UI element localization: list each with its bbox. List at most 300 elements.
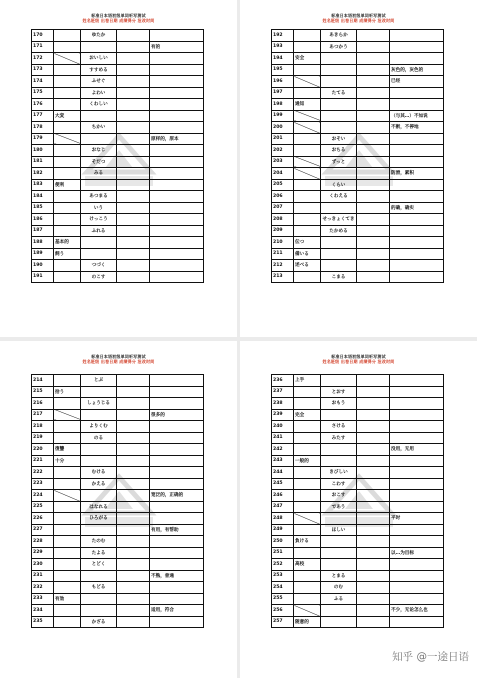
kanji-cell: 上手	[294, 375, 321, 387]
item-number-cell: 231	[32, 570, 54, 582]
kana-cell	[321, 547, 357, 559]
kana-cell: しょうじる	[81, 398, 117, 410]
kana-cell: せっきょくてき	[321, 214, 357, 226]
item-number-cell: 252	[272, 559, 294, 571]
kanji-cell: 述べる	[294, 260, 321, 272]
vocab-row	[32, 386, 204, 398]
meaning-cell	[390, 99, 444, 111]
kanji-cell	[294, 467, 321, 479]
meaning-cell	[150, 547, 204, 559]
item-number-cell: 195	[272, 64, 294, 76]
item-number-cell: 201	[272, 133, 294, 145]
kana-cell	[321, 375, 357, 387]
vocab-row	[32, 110, 204, 122]
item-number-cell: 176	[32, 99, 54, 111]
kana-cell	[81, 593, 117, 605]
item-number-cell: 185	[32, 202, 54, 214]
zhihu-watermark: 知乎 @一途日语	[392, 651, 469, 663]
vocab-row	[32, 248, 204, 260]
vocab-row	[32, 99, 204, 111]
kanji-cell	[54, 168, 81, 180]
kana-cell	[321, 248, 357, 260]
item-number-cell: 253	[272, 570, 294, 582]
meaning-cell	[150, 99, 204, 111]
item-number-cell: 244	[272, 467, 294, 479]
kana-cell: あきらか	[321, 30, 357, 42]
vocab-table	[271, 374, 444, 628]
meaning-cell	[390, 421, 444, 433]
vocab-row	[272, 41, 444, 53]
blank-answer-cell	[117, 536, 150, 548]
meaning-cell	[150, 191, 204, 203]
vocab-row	[32, 168, 204, 180]
item-number-cell: 254	[272, 582, 294, 594]
kana-cell: ゆたか	[81, 30, 117, 42]
vocab-row	[272, 214, 444, 226]
vocab-row	[32, 547, 204, 559]
vocab-row	[32, 582, 204, 594]
meaning-cell	[150, 214, 204, 226]
blank-answer-cell	[357, 605, 390, 617]
vocab-row	[272, 386, 444, 398]
kana-cell: さける	[321, 421, 357, 433]
vocab-row	[32, 467, 204, 479]
kanji-cell: 随意的	[294, 616, 321, 628]
meaning-cell	[390, 536, 444, 548]
meaning-cell	[150, 513, 204, 525]
item-number-cell: 183	[32, 179, 54, 191]
item-number-cell: 232	[32, 582, 54, 594]
vocab-row	[272, 375, 444, 387]
vocab-row	[32, 30, 204, 42]
kana-cell: かえる	[81, 478, 117, 490]
kanji-cell	[294, 398, 321, 410]
kana-cell	[81, 444, 117, 456]
vocab-row	[32, 605, 204, 617]
kana-cell: たのむ	[81, 536, 117, 548]
kana-cell	[321, 53, 357, 65]
item-number-cell: 172	[32, 53, 54, 65]
blank-answer-cell	[117, 87, 150, 99]
meaning-cell	[150, 179, 204, 191]
kanji-cell	[54, 490, 81, 502]
worksheet-page-1	[0, 0, 237, 337]
blank-answer-cell	[357, 444, 390, 456]
blank-answer-cell	[357, 547, 390, 559]
kanji-cell	[54, 398, 81, 410]
item-number-cell: 250	[272, 536, 294, 548]
kanji-cell	[54, 202, 81, 214]
kanji-cell	[54, 53, 81, 65]
meaning-cell	[390, 524, 444, 536]
meaning-cell	[390, 179, 444, 191]
meaning-cell	[390, 225, 444, 237]
vocab-table	[31, 29, 204, 283]
vocab-row	[32, 76, 204, 88]
blank-answer-cell	[117, 513, 150, 525]
kana-cell: ほしい	[321, 524, 357, 536]
item-number-cell: 206	[272, 191, 294, 203]
item-number-cell: 180	[32, 145, 54, 157]
kanji-cell	[294, 76, 321, 88]
sheet-header	[240, 354, 477, 364]
item-number-cell: 229	[32, 547, 54, 559]
item-number-cell: 239	[272, 409, 294, 421]
sheet-title: 标准日本语初级单词听写测试	[91, 13, 146, 18]
kana-cell: くらい	[321, 179, 357, 191]
blank-answer-cell	[117, 145, 150, 157]
blank-answer-cell	[357, 513, 390, 525]
meaning-cell	[390, 145, 444, 157]
blank-answer-cell	[357, 271, 390, 283]
kanji-cell	[294, 547, 321, 559]
sheet-subtitle: 姓名班级 出卷日期 成绩得分 批改时间	[82, 18, 155, 23]
kana-cell: もどる	[81, 582, 117, 594]
kana-cell: とどく	[81, 559, 117, 571]
kanji-cell: 安全	[294, 53, 321, 65]
blank-answer-cell	[117, 202, 150, 214]
kana-cell	[81, 570, 117, 582]
kana-cell: ひろがる	[81, 513, 117, 525]
item-number-cell: 249	[272, 524, 294, 536]
meaning-cell	[390, 375, 444, 387]
item-number-cell: 192	[272, 30, 294, 42]
blank-answer-cell	[117, 421, 150, 433]
item-number-cell: 199	[272, 110, 294, 122]
blank-answer-cell	[357, 386, 390, 398]
meaning-cell	[390, 490, 444, 502]
blank-answer-cell	[117, 409, 150, 421]
meaning-cell: 适用，符合	[150, 605, 204, 617]
blank-answer-cell	[357, 248, 390, 260]
blank-answer-cell	[117, 616, 150, 628]
vocab-row	[32, 409, 204, 421]
blank-answer-cell	[117, 53, 150, 65]
kana-cell	[321, 122, 357, 134]
item-number-cell: 216	[32, 398, 54, 410]
kana-cell: よわい	[81, 87, 117, 99]
kanji-cell: 通知	[294, 99, 321, 111]
kanji-cell	[54, 547, 81, 559]
vocab-row	[272, 478, 444, 490]
kanji-cell	[294, 271, 321, 283]
meaning-cell	[150, 76, 204, 88]
blank-answer-cell	[117, 593, 150, 605]
kanji-cell	[54, 145, 81, 157]
kana-cell	[81, 524, 117, 536]
blank-answer-cell	[357, 53, 390, 65]
vocab-row	[272, 237, 444, 249]
vocab-row	[272, 490, 444, 502]
blank-answer-cell	[117, 156, 150, 168]
vocab-row	[272, 444, 444, 456]
blank-answer-cell	[357, 145, 390, 157]
kanji-cell: 拾う	[54, 386, 81, 398]
vocab-row	[272, 547, 444, 559]
kana-cell: こわす	[321, 478, 357, 490]
meaning-cell: 已经	[390, 76, 444, 88]
kanji-cell	[294, 145, 321, 157]
blank-answer-cell	[357, 64, 390, 76]
meaning-cell: 平时	[390, 513, 444, 525]
meaning-cell: 不断，不停地	[390, 122, 444, 134]
item-number-cell: 190	[32, 260, 54, 272]
kanji-cell	[294, 179, 321, 191]
kana-cell: とぶ	[81, 375, 117, 387]
vocab-row	[32, 501, 204, 513]
kana-cell: ふせぐ	[81, 76, 117, 88]
blank-answer-cell	[117, 524, 150, 536]
vocab-row	[272, 76, 444, 88]
kana-cell: あつかう	[321, 41, 357, 53]
blank-answer-cell	[357, 478, 390, 490]
kanji-cell	[54, 616, 81, 628]
meaning-cell	[390, 398, 444, 410]
vocab-row	[272, 122, 444, 134]
kanji-cell	[54, 421, 81, 433]
worksheet-page-4	[240, 341, 477, 678]
meaning-cell: 有的	[150, 41, 204, 53]
blank-answer-cell	[117, 260, 150, 272]
blank-answer-cell	[117, 375, 150, 387]
kanji-cell	[294, 421, 321, 433]
kana-cell: おそい	[321, 133, 357, 145]
vocab-row	[32, 478, 204, 490]
meaning-cell: 不少，无论怎么也	[390, 605, 444, 617]
kana-cell: むける	[81, 467, 117, 479]
item-number-cell: 236	[272, 375, 294, 387]
blank-answer-cell	[357, 570, 390, 582]
meaning-cell	[390, 30, 444, 42]
kana-cell: よりくむ	[81, 421, 117, 433]
kana-cell	[321, 444, 357, 456]
blank-answer-cell	[357, 191, 390, 203]
item-number-cell: 235	[32, 616, 54, 628]
kana-cell: あつまる	[81, 191, 117, 203]
blank-answer-cell	[357, 593, 390, 605]
kanji-cell	[54, 570, 81, 582]
blank-answer-cell	[117, 444, 150, 456]
vocab-row	[272, 30, 444, 42]
blank-answer-cell	[117, 41, 150, 53]
item-number-cell: 226	[32, 513, 54, 525]
vocab-row	[32, 455, 204, 467]
vocab-row	[272, 559, 444, 571]
meaning-cell	[390, 432, 444, 444]
blank-answer-cell	[117, 478, 150, 490]
kanji-cell	[294, 122, 321, 134]
kanji-cell: 大変	[54, 110, 81, 122]
meaning-cell: 宽泛的，正确的	[150, 490, 204, 502]
vocab-row	[272, 53, 444, 65]
kanji-cell	[294, 524, 321, 536]
kana-cell: のこす	[81, 271, 117, 283]
kanji-cell	[54, 605, 81, 617]
vocab-row	[272, 432, 444, 444]
meaning-cell	[390, 455, 444, 467]
sheet-subtitle: 姓名班级 出卷日期 成绩得分 批改时间	[322, 359, 395, 364]
kana-cell: かざる	[81, 616, 117, 628]
kana-cell: たかめる	[321, 225, 357, 237]
meaning-cell	[390, 501, 444, 513]
meaning-cell: 灰色的，灰色的	[390, 64, 444, 76]
item-number-cell: 222	[32, 467, 54, 479]
kanji-cell	[54, 375, 81, 387]
kanji-cell	[294, 191, 321, 203]
vocab-row	[272, 191, 444, 203]
vocab-row	[272, 501, 444, 513]
blank-answer-cell	[117, 64, 150, 76]
meaning-cell	[150, 593, 204, 605]
blank-answer-cell	[357, 524, 390, 536]
item-number-cell: 208	[272, 214, 294, 226]
blank-answer-cell	[357, 156, 390, 168]
vocab-row	[272, 271, 444, 283]
vocab-row	[32, 421, 204, 433]
blank-answer-cell	[357, 87, 390, 99]
item-number-cell: 257	[272, 616, 294, 628]
item-number-cell: 214	[32, 375, 54, 387]
blank-answer-cell	[357, 110, 390, 122]
blank-answer-cell	[117, 490, 150, 502]
blank-answer-cell	[117, 455, 150, 467]
item-number-cell: 220	[32, 444, 54, 456]
meaning-cell	[390, 53, 444, 65]
blank-answer-cell	[117, 605, 150, 617]
item-number-cell: 193	[272, 41, 294, 53]
meaning-cell: 防滑，累积	[390, 168, 444, 180]
kana-cell	[81, 133, 117, 145]
vocab-row	[272, 202, 444, 214]
meaning-cell	[150, 398, 204, 410]
meaning-cell	[150, 501, 204, 513]
kanji-cell: 基本的	[54, 237, 81, 249]
kana-cell: おもう	[321, 398, 357, 410]
item-number-cell: 221	[32, 455, 54, 467]
blank-answer-cell	[357, 237, 390, 249]
vocab-row	[272, 168, 444, 180]
kana-cell: のむ	[321, 582, 357, 594]
item-number-cell: 178	[32, 122, 54, 134]
blank-answer-cell	[357, 76, 390, 88]
blank-answer-cell	[357, 260, 390, 272]
kana-cell: のる	[81, 432, 117, 444]
kana-cell: きびしい	[321, 467, 357, 479]
vocab-row	[32, 133, 204, 145]
kanji-cell	[54, 225, 81, 237]
vocab-row	[272, 455, 444, 467]
kanji-cell	[294, 156, 321, 168]
vocab-row	[32, 432, 204, 444]
item-number-cell: 238	[272, 398, 294, 410]
kana-cell: すすめる	[81, 64, 117, 76]
kanji-cell	[294, 570, 321, 582]
item-number-cell: 242	[272, 444, 294, 456]
kana-cell	[321, 260, 357, 272]
meaning-cell	[390, 478, 444, 490]
meaning-cell	[150, 432, 204, 444]
item-number-cell: 196	[272, 76, 294, 88]
meaning-cell	[390, 214, 444, 226]
meaning-cell	[150, 64, 204, 76]
blank-answer-cell	[357, 122, 390, 134]
item-number-cell: 177	[32, 110, 54, 122]
vocab-row	[272, 156, 444, 168]
blank-answer-cell	[357, 421, 390, 433]
kana-cell	[321, 455, 357, 467]
kana-cell	[321, 536, 357, 548]
kana-cell	[81, 179, 117, 191]
vocab-row	[272, 225, 444, 237]
item-number-cell: 243	[272, 455, 294, 467]
meaning-cell	[150, 225, 204, 237]
vocab-row	[32, 375, 204, 387]
kanji-cell	[54, 156, 81, 168]
meaning-cell	[390, 260, 444, 272]
kana-cell: つづく	[81, 260, 117, 272]
kanji-cell	[294, 64, 321, 76]
meaning-cell	[150, 145, 204, 157]
meaning-cell	[390, 237, 444, 249]
kana-cell	[321, 237, 357, 249]
kana-cell: みたす	[321, 432, 357, 444]
vocab-row	[32, 179, 204, 191]
kanji-cell	[294, 582, 321, 594]
item-number-cell: 234	[32, 605, 54, 617]
vocab-row	[272, 467, 444, 479]
vocab-row	[272, 248, 444, 260]
blank-answer-cell	[117, 225, 150, 237]
blank-answer-cell	[117, 191, 150, 203]
vocab-row	[272, 513, 444, 525]
item-number-cell: 245	[272, 478, 294, 490]
blank-answer-cell	[357, 432, 390, 444]
item-number-cell: 215	[32, 386, 54, 398]
kana-cell	[81, 490, 117, 502]
meaning-cell: 以…为目标	[390, 547, 444, 559]
blank-answer-cell	[117, 501, 150, 513]
blank-answer-cell	[357, 41, 390, 53]
vocab-row	[272, 145, 444, 157]
meaning-cell	[150, 156, 204, 168]
blank-answer-cell	[117, 467, 150, 479]
kana-cell	[81, 386, 117, 398]
vocab-row	[272, 99, 444, 111]
kanji-cell	[294, 110, 321, 122]
meaning-cell	[150, 536, 204, 548]
item-number-cell: 211	[272, 248, 294, 260]
item-number-cell: 218	[32, 421, 54, 433]
meaning-cell	[150, 386, 204, 398]
item-number-cell: 186	[32, 214, 54, 226]
vocab-table	[31, 374, 204, 628]
kanji-cell	[294, 41, 321, 53]
vocab-row	[32, 260, 204, 272]
vocab-row	[32, 156, 204, 168]
item-number-cell: 197	[272, 87, 294, 99]
kanji-cell	[54, 501, 81, 513]
meaning-cell	[390, 41, 444, 53]
vocab-row	[32, 559, 204, 571]
kanji-cell	[294, 513, 321, 525]
blank-answer-cell	[357, 99, 390, 111]
kanji-cell	[54, 536, 81, 548]
kanji-cell	[54, 122, 81, 134]
kana-cell: けっこう	[81, 214, 117, 226]
blank-answer-cell	[117, 547, 150, 559]
kana-cell	[321, 616, 357, 628]
meaning-cell	[150, 421, 204, 433]
